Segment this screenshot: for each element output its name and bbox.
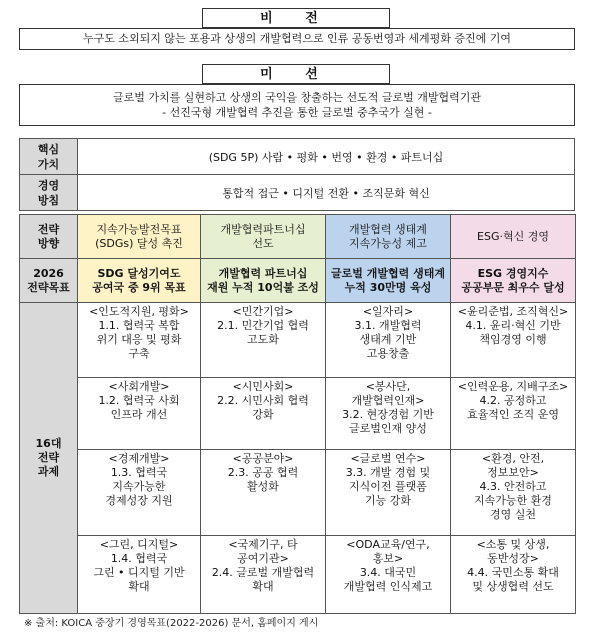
vision-statement: 누구도 소외되지 않는 포용과 상생의 개발협력으로 인류 공동번영과 세계평화 증진에 기여 [19,28,575,50]
direction-cell: 지속가능발전목표 (SDGs) 달성 촉진 [78,215,201,259]
task-row [20,536,576,614]
source-footnote: ※ 출처: KOICA 중장기 경영목표(2022-2026) 문서, 홈페이지 게시 [24,618,319,629]
values-policy-table [19,138,575,211]
goal-cell: ESG 경영지수 공공부문 최우수 달성 [451,259,576,303]
mission-line-1: 글로벌 가치를 실현하고 상생의 국익을 창출하는 선도적 글로벌 개발협력기관 [112,91,481,104]
task-cell: <공공분야> 2.3. 공공 협력 활성화 [201,450,326,536]
mission-title: 미 션 [202,64,390,84]
management-policy-content: 통합적 접근 • 디지털 전환 • 조직문화 혁신 [78,175,575,211]
vision-title: 비 전 [202,8,390,28]
tasks-row-label: 16대 전략 과제 [20,303,78,614]
strategy-goal-row [20,259,576,303]
management-policy-row [20,175,575,211]
task-row [20,303,576,378]
direction-cell: 개발협력파트너십 선도 [201,215,326,259]
task-cell: <일자리> 3.1. 개발협력 생태계 기반 고용창출 [326,303,451,378]
task-cell: <시민사회> 2.2. 시민사회 협력 강화 [201,378,326,450]
task-cell: <ODA교육/연구, 홍보> 3.4. 대국민 개발협력 인식제고 [326,536,451,614]
task-cell: <봉사단, 개발협력인재> 3.2. 현장경험 기반 글로벌인재 양성 [326,378,451,450]
task-cell: <환경, 안전, 정보보안> 4.3. 안전하고 지속가능한 환경 경영 실천 [451,450,576,536]
task-cell: <글로벌 연수> 3.3. 개발 경험 및 지식이전 플랫폼 기능 강화 [326,450,451,536]
direction-cell: 개발협력 생태계 지속가능성 제고 [326,215,451,259]
management-policy-label: 경영 방침 [20,175,78,211]
task-cell: <민간기업> 2.1. 민간기업 협력 고도화 [201,303,326,378]
core-values-label: 핵심 가치 [20,139,78,175]
strategy-direction-row [20,215,576,259]
strategy-table [19,214,576,614]
task-cell: <사회개발> 1.2. 협력국 사회 인프라 개선 [78,378,201,450]
goal-cell: 개발협력 파트너십 재원 누적 10억불 조성 [201,259,326,303]
task-cell: <국제기구, 타 공여기관> 2.4. 글로벌 개발협력 확대 [201,536,326,614]
mission-statement [19,84,575,126]
direction-cell: ESG·혁신 경영 [451,215,576,259]
task-row [20,450,576,536]
task-cell: <인력운용, 지배구조> 4.2. 공정하고 효율적인 조직 운영 [451,378,576,450]
core-values-row [20,139,575,175]
task-cell: <윤리준법, 조직혁신> 4.1. 윤리·혁신 기반 책임경영 이행 [451,303,576,378]
mission-line-2: - 선진국형 개발협력 추진을 통한 글로벌 중추국가 실현 - [162,106,432,119]
task-cell: <경제개발> 1.3. 협력국 지속가능한 경제성장 지원 [78,450,201,536]
task-cell: <소통 및 상생, 동반성장> 4.4. 국민소통 확대 및 상생협력 선도 [451,536,576,614]
task-row [20,378,576,450]
core-values-content: (SDG 5P) 사람 • 평화 • 번영 • 환경 • 파트너십 [78,139,575,175]
goal-cell: SDG 달성기여도 공여국 중 9위 목표 [78,259,201,303]
task-cell: <그린, 디지털> 1.4. 협력국 그린 • 디지털 기반 확대 [78,536,201,614]
task-cell: <인도적지원, 평화> 1.1. 협력국 복합 위기 대응 및 평화 구축 [78,303,201,378]
direction-row-label: 전략 방향 [20,215,78,259]
goal-row-label: 2026 전략목표 [20,259,78,303]
goal-cell: 글로벌 개발협력 생태계 누적 30만명 육성 [326,259,451,303]
